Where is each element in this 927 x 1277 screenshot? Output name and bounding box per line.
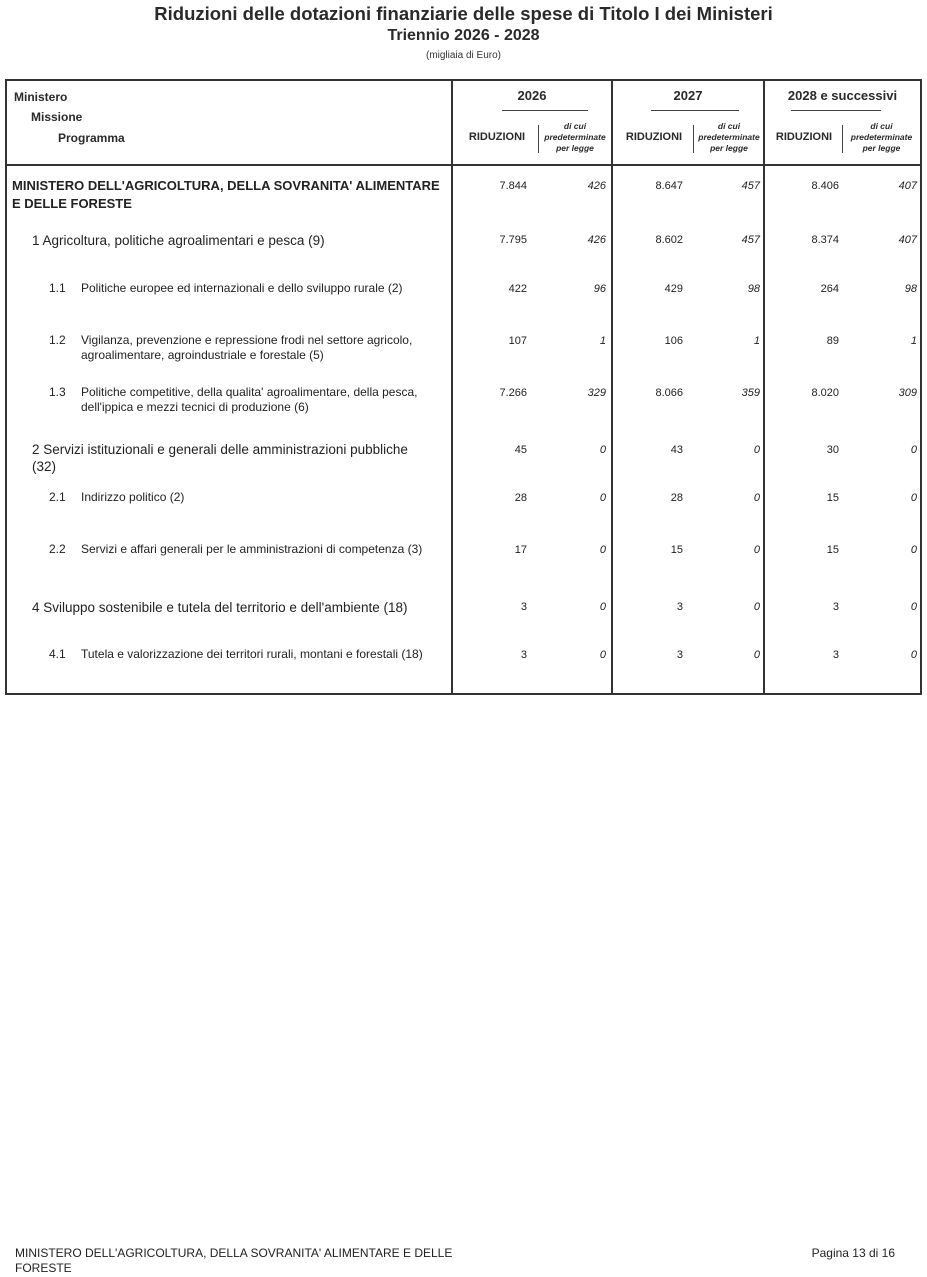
header-divider	[5, 164, 922, 166]
table-cell: 28	[514, 492, 527, 504]
table-cell: 264	[820, 283, 839, 295]
row-4-1-num: 4.1	[49, 647, 66, 661]
budget-table	[5, 79, 922, 695]
table-cell: 1	[753, 335, 760, 347]
di-cui-2026-header	[539, 121, 611, 154]
row-ministry-label: MINISTERO DELL'AGRICOLTURA, DELLA SOVRANITA' ALIMENTARE E DELLE FORESTE	[12, 178, 440, 211]
table-border-bottom	[5, 693, 922, 695]
row-4-1-label: Tutela e valorizzazione dei territori rurali, montani e forestali (18)	[81, 647, 423, 661]
table-cell: 0	[753, 544, 760, 556]
table-cell: 457	[741, 234, 760, 246]
di-cui-line1: di cui	[717, 121, 741, 131]
year-2027: 2027	[673, 88, 703, 103]
table-cell: 0	[910, 649, 917, 661]
table-border-right	[920, 79, 922, 695]
di-cui-line2: predeterminate	[850, 132, 913, 142]
table-cell: 98	[904, 283, 917, 295]
table-cell: 8.602	[655, 234, 683, 246]
table-cell: 3	[676, 649, 683, 661]
table-cell: 8.406	[811, 180, 839, 192]
table-cell: 106	[664, 335, 683, 347]
table-cell: 426	[587, 180, 606, 192]
table-cell: 0	[753, 492, 760, 504]
table-cell: 45	[514, 444, 527, 456]
table-cell: 309	[898, 387, 917, 399]
table-cell: 96	[593, 283, 606, 295]
header-missione: Missione	[31, 110, 83, 124]
row-1-1-num: 1.1	[49, 281, 66, 295]
header-ministero: Ministero	[14, 90, 68, 104]
table-cell: 0	[910, 492, 917, 504]
table-cell: 1	[910, 335, 917, 347]
table-cell: 3	[520, 601, 527, 613]
table-cell: 3	[676, 601, 683, 613]
di-cui-line1: di cui	[563, 121, 587, 131]
table-cell: 457	[741, 180, 760, 192]
table-cell: 422	[508, 283, 527, 295]
row-2-1-num: 2.1	[49, 490, 66, 504]
row-2-1-label: Indirizzo politico (2)	[81, 490, 185, 504]
row-1-3-num: 1.3	[49, 385, 66, 399]
col-divider-2028	[763, 79, 765, 695]
table-cell: 8.020	[811, 387, 839, 399]
table-cell: 3	[520, 649, 527, 661]
row-missione-1-label: 1 Agricoltura, politiche agroalimentari e pesca (9)	[32, 233, 325, 248]
year-2028: 2028 e successivi	[787, 88, 898, 103]
table-cell: 0	[599, 649, 606, 661]
riduzioni-2027-header: RIDUZIONI	[625, 131, 683, 143]
table-cell: 1	[599, 335, 606, 347]
table-cell: 17	[514, 544, 527, 556]
footer-ministry: MINISTERO DELL'AGRICOLTURA, DELLA SOVRANITA' ALIMENTARE E DELLE FORESTE	[15, 1246, 453, 1275]
di-cui-line3: per legge	[710, 143, 748, 153]
di-cui-2027-header	[694, 121, 764, 154]
table-cell: 407	[898, 234, 917, 246]
table-cell: 89	[826, 335, 839, 347]
table-cell: 8.647	[655, 180, 683, 192]
row-missione-2-label: 2 Servizi istituzionali e generali delle amministrazioni pubbliche (32)	[32, 442, 408, 474]
table-cell: 429	[664, 283, 683, 295]
table-cell: 15	[826, 544, 839, 556]
table-cell: 0	[910, 601, 917, 613]
table-border-left	[5, 79, 7, 695]
di-cui-line3: per legge	[556, 143, 594, 153]
row-1-3-label: Politiche competitive, della qualita' agroalimentare, della pesca, dell'ippica e mezzi tecnici di produzione (6)	[81, 385, 418, 414]
table-cell: 359	[741, 387, 760, 399]
year-2027-underline	[651, 110, 739, 111]
unit-note: (migliaia di Euro)	[425, 50, 502, 61]
table-cell: 0	[599, 492, 606, 504]
table-cell: 8.374	[811, 234, 839, 246]
table-cell: 30	[826, 444, 839, 456]
table-border-top	[5, 79, 922, 81]
row-1-2-label: Vigilanza, prevenzione e repressione frodi nel settore agricolo, agroalimentare, agroindustriale e forestale (5)	[81, 333, 413, 362]
table-cell: 7.266	[499, 387, 527, 399]
row-2-2-label: Servizi e affari generali per le amministrazioni di competenza (3)	[81, 542, 423, 556]
riduzioni-2028-header: RIDUZIONI	[775, 131, 833, 143]
table-cell: 0	[753, 601, 760, 613]
riduzioni-2026-header: RIDUZIONI	[468, 131, 526, 143]
row-1-2-num: 1.2	[49, 333, 66, 347]
year-2028-underline	[791, 110, 881, 111]
footer-page-number: Pagina 13 di 16	[811, 1246, 895, 1260]
row-1-1-label: Politiche europee ed internazionali e dello sviluppo rurale (2)	[81, 281, 403, 295]
table-cell: 98	[747, 283, 760, 295]
di-cui-2028-header	[843, 121, 920, 154]
row-2-2-num: 2.2	[49, 542, 66, 556]
table-cell: 426	[587, 234, 606, 246]
table-cell: 7.844	[499, 180, 527, 192]
di-cui-line3: per legge	[862, 143, 901, 153]
table-cell: 15	[826, 492, 839, 504]
table-cell: 0	[910, 444, 917, 456]
table-cell: 15	[670, 544, 683, 556]
table-cell: 407	[898, 180, 917, 192]
table-cell: 0	[599, 601, 606, 613]
table-cell: 0	[910, 544, 917, 556]
table-cell: 8.066	[655, 387, 683, 399]
table-cell: 107	[508, 335, 527, 347]
table-cell: 28	[670, 492, 683, 504]
page-title: Riduzioni delle dotazioni finanziarie delle spese di Titolo I dei Ministeri	[154, 3, 773, 24]
col-divider-2026	[451, 79, 453, 695]
di-cui-line1: di cui	[870, 121, 893, 131]
table-cell: 0	[753, 649, 760, 661]
table-cell: 329	[587, 387, 606, 399]
row-missione-4-label: 4 Sviluppo sostenibile e tutela del territorio e dell'ambiente (18)	[32, 600, 408, 615]
table-cell: 7.795	[499, 234, 527, 246]
table-cell: 3	[832, 649, 839, 661]
header-programma: Programma	[58, 131, 125, 145]
year-2026-underline	[502, 110, 588, 111]
table-cell: 43	[670, 444, 683, 456]
table-cell: 0	[599, 444, 606, 456]
table-cell: 0	[753, 444, 760, 456]
di-cui-line2: predeterminate	[698, 132, 760, 142]
di-cui-line2: predeterminate	[544, 132, 606, 142]
table-cell: 3	[832, 601, 839, 613]
page-subtitle: Triennio 2026 - 2028	[387, 27, 540, 44]
year-2026: 2026	[517, 88, 547, 103]
table-cell: 0	[599, 544, 606, 556]
